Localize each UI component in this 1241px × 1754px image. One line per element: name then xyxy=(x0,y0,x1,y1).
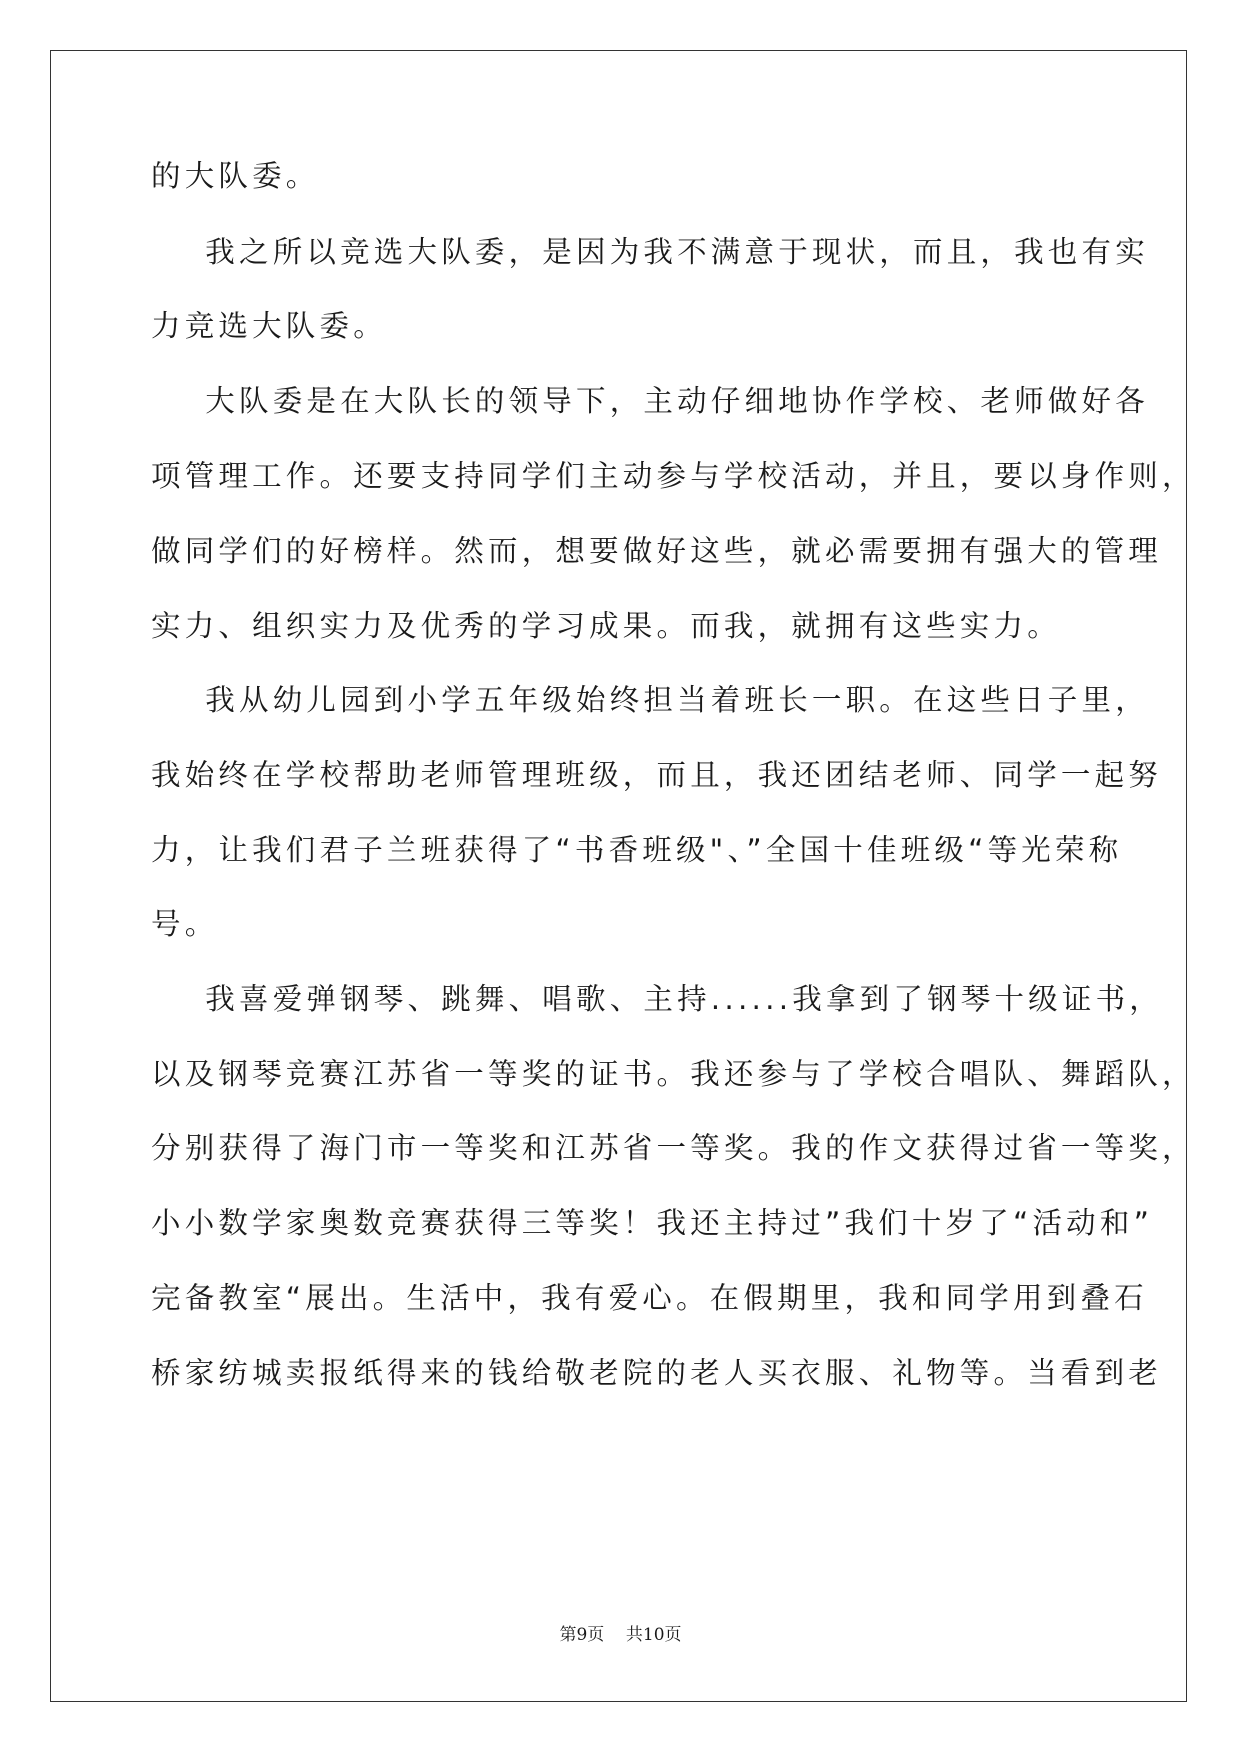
page-border xyxy=(50,50,1187,1702)
page-number-footer: 第9页 共10页 xyxy=(559,1625,682,1645)
text-line: 我从幼儿园到小学五年级始终担当着班长一职。在这些日子里， xyxy=(151,683,1149,717)
text-line: 分别获得了海门市一等奖和江苏省一等奖。我的作文获得过省一等奖， xyxy=(151,1131,1196,1165)
text-line: 以及钢琴竞赛江苏省一等奖的证书。我还参与了学校合唱队、舞蹈队， xyxy=(151,1057,1196,1091)
text-line: 号。 xyxy=(151,907,219,941)
text-line: 小小数学家奥数竞赛获得三等奖！我还主持过”我们十岁了“活动和” xyxy=(151,1206,1154,1240)
text-line: 大队委是在大队长的领导下，主动仔细地协作学校、老师做好各 xyxy=(151,384,1149,418)
text-line: 力竞选大队委。 xyxy=(151,309,387,343)
text-line: 做同学们的好榜样。然而，想要做好这些，就必需要拥有强大的管理 xyxy=(151,534,1163,568)
text-line: 实力、组织实力及优秀的学习成果。而我，就拥有这些实力。 xyxy=(151,609,1061,643)
text-line: 我喜爱弹钢琴、跳舞、唱歌、主持......我拿到了钢琴十级证书， xyxy=(151,982,1163,1016)
text-line: 桥家纺城卖报纸得来的钱给敬老院的老人买衣服、礼物等。当看到老 xyxy=(151,1356,1163,1390)
text-line: 完备教室“展出。生活中，我有爱心。在假期里，我和同学用到叠石 xyxy=(151,1281,1148,1315)
text-line: 我之所以竞选大队委，是因为我不满意于现状，而且，我也有实 xyxy=(151,235,1149,269)
text-line: 项管理工作。还要支持同学们主动参与学校活动，并且，要以身作则， xyxy=(151,459,1196,493)
text-line: 力，让我们君子兰班获得了“书香班级"、”全国十佳班级“等光荣称 xyxy=(151,833,1123,867)
text-line: 我始终在学校帮助老师管理班级，而且，我还团结老师、同学一起努 xyxy=(151,758,1163,792)
text-line: 的大队委。 xyxy=(151,159,320,193)
